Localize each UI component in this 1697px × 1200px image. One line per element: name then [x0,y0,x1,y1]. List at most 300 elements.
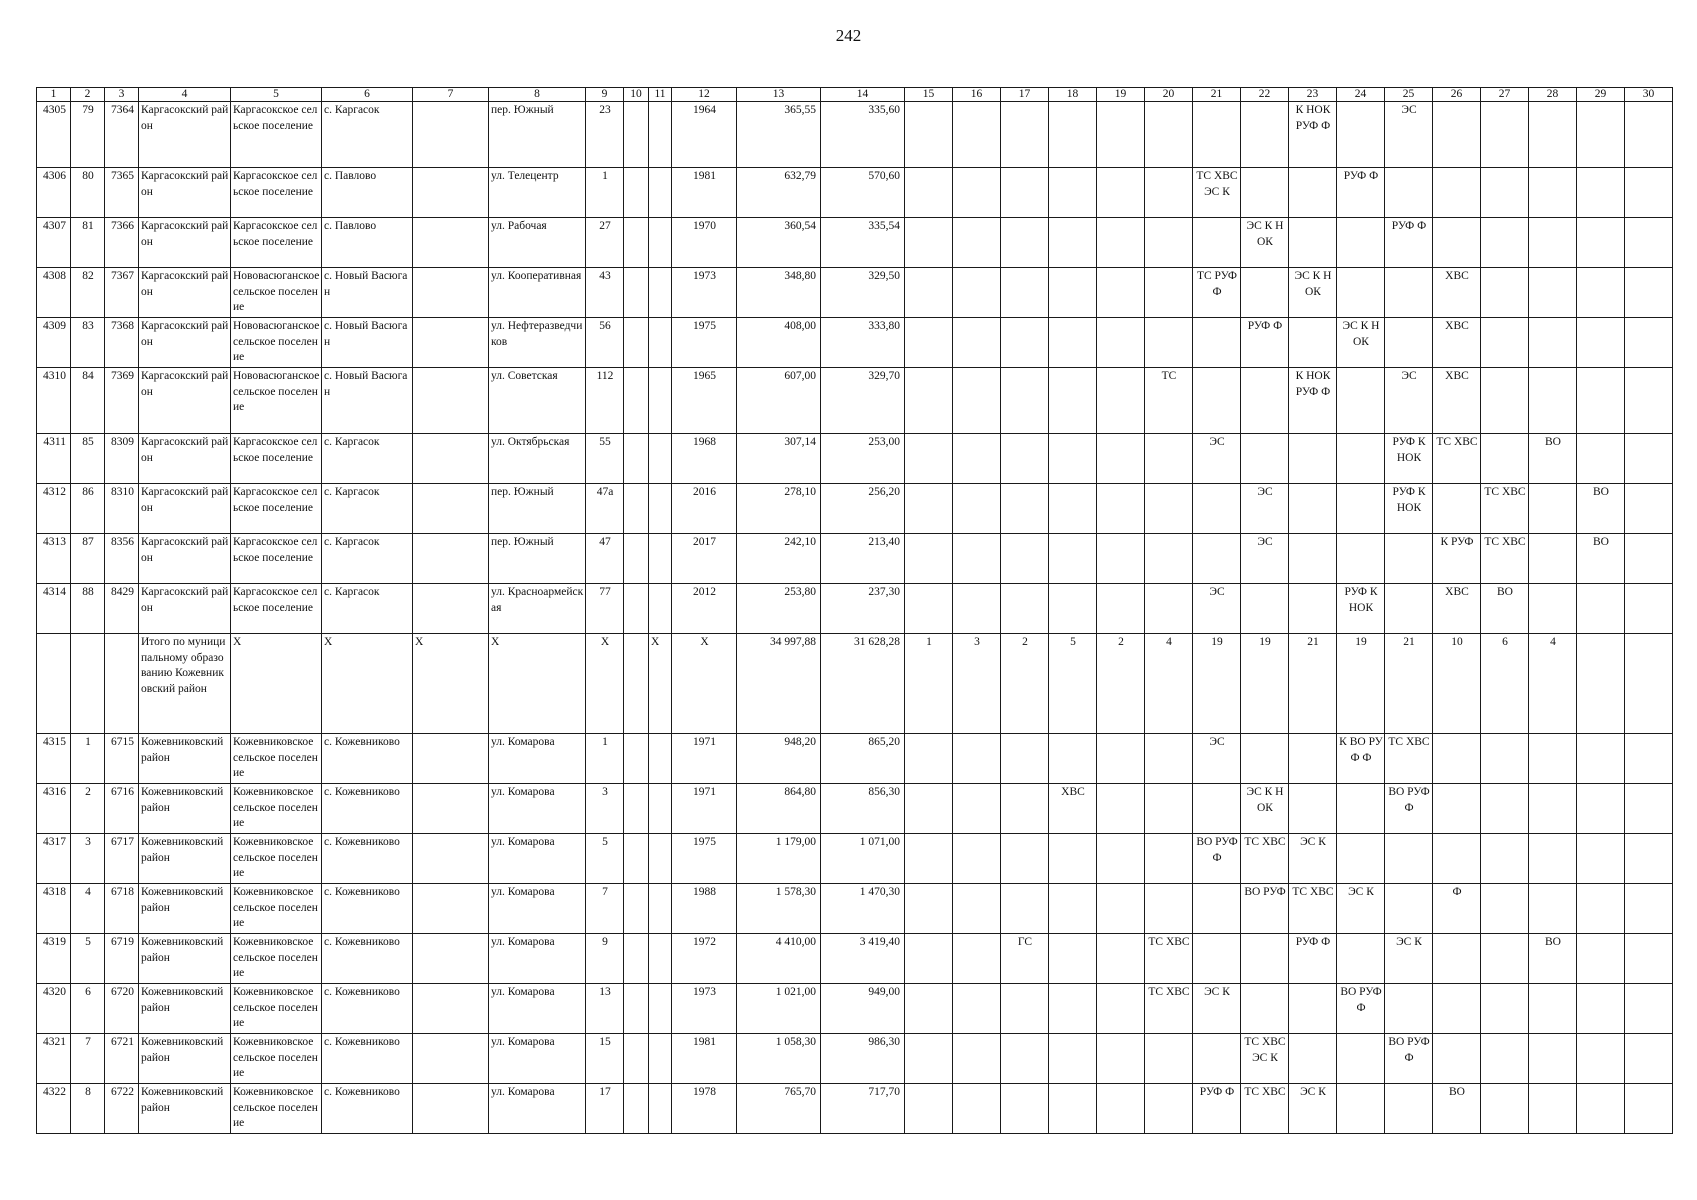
table-cell [1145,784,1193,834]
table-cell [1337,218,1385,268]
table-cell [413,984,489,1034]
table-cell [1577,784,1625,834]
table-cell [649,984,672,1034]
table-cell [624,634,649,734]
table-cell [1433,734,1481,784]
column-number-header: 11 [649,88,672,102]
table-cell [1625,434,1673,484]
table-cell [1049,268,1097,318]
table-cell [624,1034,649,1084]
table-cell [1433,1034,1481,1084]
table-cell [1337,484,1385,534]
table-cell [624,584,649,634]
table-cell [1529,734,1577,784]
table-cell [953,1034,1001,1084]
table-cell [649,934,672,984]
table-cell [953,318,1001,368]
table-cell: 43 [586,268,624,318]
table-cell [1529,218,1577,268]
table-cell [1049,734,1097,784]
table-cell [905,1084,953,1134]
table-cell [905,584,953,634]
table-cell [1001,584,1049,634]
table-cell [1097,268,1145,318]
table-cell [1625,368,1673,434]
table-cell: X [672,634,737,734]
table-cell [624,1084,649,1134]
table-cell [1529,484,1577,534]
table-cell: 1964 [672,102,737,168]
table-cell: ул. Советская [489,368,586,434]
table-cell [1241,434,1289,484]
table-cell: с. Новый Васюган [322,268,413,318]
table-cell [1529,584,1577,634]
table-cell [624,884,649,934]
table-cell [413,318,489,368]
table-cell: 1978 [672,1084,737,1134]
table-cell [1337,784,1385,834]
table-cell: 1981 [672,168,737,218]
table-cell: ЭС К НОК [1337,318,1385,368]
table-cell: 278,10 [737,484,821,534]
table-cell [905,884,953,934]
table-cell [905,168,953,218]
table-cell [1241,734,1289,784]
table-cell [1337,1034,1385,1084]
table-cell: Каргасокское сельское поселение [231,484,322,534]
table-cell: ГС [1001,934,1049,984]
table-cell [1577,268,1625,318]
column-number-header: 18 [1049,88,1097,102]
table-cell: Кожевниковское сельское поселение [231,1034,322,1084]
table-cell: РУФ Ф [1241,318,1289,368]
table-cell: Кожевниковское сельское поселение [231,834,322,884]
table-cell: 85 [71,434,105,484]
table-cell [1529,102,1577,168]
table-cell [1049,984,1097,1034]
table-row [37,584,1673,634]
table-cell [413,934,489,984]
table-cell: РУФ Ф [1385,218,1433,268]
column-number-header: 26 [1433,88,1481,102]
table-cell: 6716 [105,784,139,834]
table-cell: Каргасокский район [139,434,231,484]
table-cell: РУФ Ф [1289,934,1337,984]
table-cell: 2 [1097,634,1145,734]
table-cell: ВО [1481,584,1529,634]
table-cell: ЭС К НОК [1241,218,1289,268]
table-cell: 408,00 [737,318,821,368]
table-cell: 112 [586,368,624,434]
table-row [37,784,1673,834]
table-cell [953,368,1001,434]
table-cell [1577,168,1625,218]
table-cell: ВО РУФ [1241,884,1289,934]
table-cell: 5 [1049,634,1097,734]
table-cell: 10 [1433,634,1481,734]
table-cell: Итого по муниципальному образованию Кожевниковский район [139,634,231,734]
table-cell [953,434,1001,484]
table-cell: 1981 [672,1034,737,1084]
table-cell [953,934,1001,984]
table-cell [1097,102,1145,168]
table-cell: с. Каргасок [322,102,413,168]
table-cell: 717,70 [821,1084,905,1134]
column-number-header: 8 [489,88,586,102]
table-cell: ТС ХВС [1241,834,1289,884]
table-cell [1097,884,1145,934]
table-cell: 80 [71,168,105,218]
table-cell [1337,102,1385,168]
table-cell: Каргасокское сельское поселение [231,102,322,168]
table-cell [1385,1084,1433,1134]
table-cell [1625,884,1673,934]
column-number-header: 29 [1577,88,1625,102]
table-cell [905,434,953,484]
table-cell [905,318,953,368]
table-cell [1385,984,1433,1034]
table-cell: 19 [1241,634,1289,734]
table-cell: 1973 [672,268,737,318]
table-cell: 864,80 [737,784,821,834]
table-cell [1625,634,1673,734]
table-cell: 6719 [105,934,139,984]
table-row [37,1084,1673,1134]
table-cell: ул. Комарова [489,1034,586,1084]
table-cell: 949,00 [821,984,905,1034]
table-cell: 17 [586,1084,624,1134]
table-cell [1193,934,1241,984]
table-cell: с. Кожевниково [322,1084,413,1134]
table-cell: 19 [1193,634,1241,734]
table-cell [1145,834,1193,884]
table-cell [1625,734,1673,784]
table-cell: 865,20 [821,734,905,784]
table-cell: 986,30 [821,1034,905,1084]
table-row [37,734,1673,784]
table-cell: 1 071,00 [821,834,905,884]
table-row [37,984,1673,1034]
table-cell: 7 [586,884,624,934]
table-cell: 6 [1481,634,1529,734]
table-cell [1289,984,1337,1034]
table-cell [1001,534,1049,584]
table-cell: РУФ К НОК [1385,434,1433,484]
table-cell: X [413,634,489,734]
table-cell [1385,584,1433,634]
table-cell: 4 410,00 [737,934,821,984]
table-cell: 4311 [37,434,71,484]
table-cell: 83 [71,318,105,368]
table-cell: 9 [586,934,624,984]
column-number-header: 1 [37,88,71,102]
table-cell: 1 021,00 [737,984,821,1034]
table-cell [1145,168,1193,218]
table-cell [1001,268,1049,318]
table-cell [649,268,672,318]
table-cell [1625,984,1673,1034]
table-cell: с. Каргасок [322,434,413,484]
table-cell: Каргасокское сельское поселение [231,434,322,484]
table-cell: РУФ К НОК [1385,484,1433,534]
table-cell: 253,00 [821,434,905,484]
column-number-header: 22 [1241,88,1289,102]
table-cell: 15 [586,1034,624,1084]
table-cell: 1 058,30 [737,1034,821,1084]
table-cell [1577,1084,1625,1134]
table-cell [905,834,953,884]
table-cell: 47 [586,534,624,584]
table-cell [413,218,489,268]
table-cell [905,784,953,834]
table-cell [624,318,649,368]
table-cell [1001,884,1049,934]
table-cell: К НОК РУФ Ф [1289,368,1337,434]
table-cell [1625,318,1673,368]
table-cell: К ВО РУФ Ф [1337,734,1385,784]
table-cell: ТС ХВС [1433,434,1481,484]
column-number-header: 14 [821,88,905,102]
table-cell: Каргасокский район [139,584,231,634]
table-cell: ХВС [1433,318,1481,368]
table-cell: ЭС [1385,102,1433,168]
table-cell: ВО [1433,1084,1481,1134]
table-cell [649,168,672,218]
table-cell [1481,784,1529,834]
table-cell: X [649,634,672,734]
table-cell: Кожевниковский район [139,984,231,1034]
table-cell [905,1034,953,1084]
table-cell [1097,1084,1145,1134]
table-cell [1625,218,1673,268]
table-cell: 1 [586,734,624,784]
table-cell: с. Кожевниково [322,1034,413,1084]
table-cell [649,884,672,934]
table-cell: ВО [1577,484,1625,534]
table-cell [1145,102,1193,168]
table-cell: пер. Южный [489,534,586,584]
table-cell [1337,834,1385,884]
table-cell [1529,884,1577,934]
table-cell [1577,102,1625,168]
table-cell: ул. Комарова [489,1084,586,1134]
table-cell: 7369 [105,368,139,434]
table-cell [1337,434,1385,484]
table-cell [1241,368,1289,434]
column-number-header: 25 [1385,88,1433,102]
table-row [37,268,1673,318]
table-cell: 4314 [37,584,71,634]
table-cell: ЭС К [1193,984,1241,1034]
table-cell [1193,784,1241,834]
table-cell: 4307 [37,218,71,268]
table-cell: 1975 [672,834,737,884]
table-cell [1001,834,1049,884]
table-cell: 77 [586,584,624,634]
table-cell: 242,10 [737,534,821,584]
table-cell: ЭС [1193,434,1241,484]
table-cell: Каргасокский район [139,534,231,584]
table-cell [624,934,649,984]
table-cell [953,268,1001,318]
table-cell: Кожевниковское сельское поселение [231,784,322,834]
table-cell: 632,79 [737,168,821,218]
table-cell [1289,784,1337,834]
table-cell [1481,934,1529,984]
table-cell [649,218,672,268]
table-cell: 7365 [105,168,139,218]
table-cell: Каргасокское сельское поселение [231,534,322,584]
table-cell: ЭС [1385,368,1433,434]
table-cell [1577,934,1625,984]
table-cell [413,734,489,784]
table-cell [1337,934,1385,984]
table-cell [1097,484,1145,534]
table-cell: ТС РУФ Ф [1193,268,1241,318]
table-cell: 4 [71,884,105,934]
table-cell: 6718 [105,884,139,934]
table-cell: с. Каргасок [322,534,413,584]
table-cell: ул. Комарова [489,934,586,984]
table-cell [1289,1034,1337,1084]
table-cell: ул. Октябрьская [489,434,586,484]
table-cell [413,268,489,318]
table-cell [1481,168,1529,218]
table-cell [649,484,672,534]
table-cell [624,434,649,484]
table-cell [1577,634,1625,734]
table-cell [1433,102,1481,168]
column-number-header: 21 [1193,88,1241,102]
table-cell [1001,734,1049,784]
table-cell: ТС ХВС [1481,534,1529,584]
table-cell [905,984,953,1034]
table-cell: ЭС К [1289,834,1337,884]
table-cell [1193,884,1241,934]
table-cell: ХВС [1433,268,1481,318]
column-number-header: 28 [1529,88,1577,102]
column-number-header: 23 [1289,88,1337,102]
table-cell: с. Каргасок [322,584,413,634]
table-cell: 365,55 [737,102,821,168]
table-cell: Каргасокское сельское поселение [231,168,322,218]
table-cell [1289,434,1337,484]
table-cell [1625,168,1673,218]
table-cell [953,168,1001,218]
table-cell [413,784,489,834]
table-cell: ЭС К НОК [1289,268,1337,318]
table-cell: 333,80 [821,318,905,368]
table-cell [1097,934,1145,984]
table-cell [953,884,1001,934]
table-cell: 4316 [37,784,71,834]
table-cell [1049,434,1097,484]
table-row [37,218,1673,268]
table-cell: 1 470,30 [821,884,905,934]
table-cell: 237,30 [821,584,905,634]
table-cell [1097,784,1145,834]
table-cell [1577,434,1625,484]
table-cell [413,534,489,584]
table-cell [1385,268,1433,318]
table-cell [1577,218,1625,268]
table-cell: Кожевниковский район [139,1034,231,1084]
table-cell: 55 [586,434,624,484]
table-cell [1145,484,1193,534]
table-cell: 56 [586,318,624,368]
table-cell [1625,834,1673,884]
table-cell: 81 [71,218,105,268]
table-cell: 335,60 [821,102,905,168]
table-cell [1625,584,1673,634]
table-row [37,934,1673,984]
table-cell [649,584,672,634]
table-cell: 4310 [37,368,71,434]
table-cell: ВО [1529,434,1577,484]
table-cell [1625,534,1673,584]
table-cell [413,168,489,218]
table-cell [1529,168,1577,218]
table-cell: ЭС [1193,584,1241,634]
table-cell [649,434,672,484]
table-cell [1193,218,1241,268]
column-number-header: 16 [953,88,1001,102]
table-cell: 8429 [105,584,139,634]
table-cell: 1 [71,734,105,784]
table-cell [1145,268,1193,318]
table-cell [1481,102,1529,168]
table-cell: X [322,634,413,734]
table-cell [1049,168,1097,218]
table-cell: 4 [1529,634,1577,734]
table-cell [1097,1034,1145,1084]
table-cell: 7364 [105,102,139,168]
table-cell [649,318,672,368]
table-row [37,318,1673,368]
table-cell: Кожевниковский район [139,834,231,884]
table-cell: ХВС [1433,584,1481,634]
table-cell: Кожевниковское сельское поселение [231,734,322,784]
table-cell [1049,934,1097,984]
table-cell: Каргасокский район [139,318,231,368]
table-cell: ул. Комарова [489,734,586,784]
table-cell [624,102,649,168]
table-cell: 607,00 [737,368,821,434]
page-number: 242 [835,26,862,45]
table-cell: 2012 [672,584,737,634]
table-cell [1097,318,1145,368]
table-cell [1241,584,1289,634]
column-number-header: 30 [1625,88,1673,102]
table-row [37,434,1673,484]
table-cell [624,368,649,434]
table-cell [413,1034,489,1084]
table-cell [1289,584,1337,634]
table-cell: 6717 [105,834,139,884]
table-cell [905,102,953,168]
table-cell: ВО РУФ Ф [1385,784,1433,834]
table-cell: Кожевниковский район [139,934,231,984]
table-cell [1145,434,1193,484]
table-cell: 6 [71,984,105,1034]
table-cell: ТС ХВС [1385,734,1433,784]
table-cell [1049,534,1097,584]
subtotal-row [37,634,1673,734]
table-cell [1049,318,1097,368]
table-cell: 1971 [672,784,737,834]
table-cell: Кожевниковский район [139,884,231,934]
table-cell: 1 [905,634,953,734]
